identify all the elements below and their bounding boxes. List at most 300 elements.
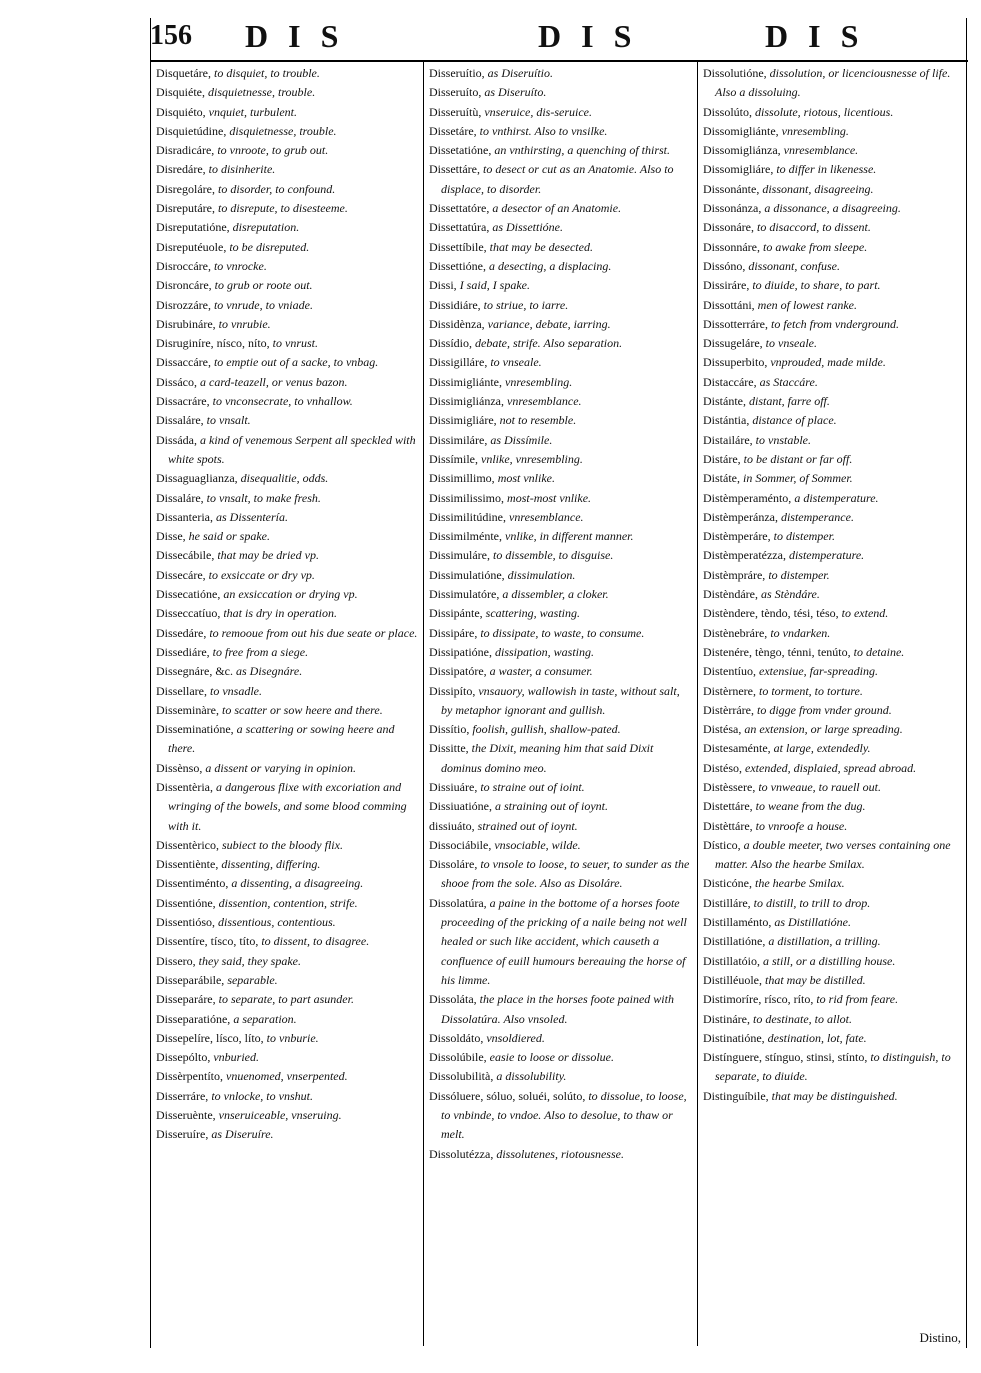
- dictionary-entry: [703, 759, 965, 778]
- dictionary-entry: [703, 1048, 965, 1087]
- definition: dissenting, differing.: [221, 857, 321, 872]
- headword: Dissentíre, tísco, títo,: [156, 934, 259, 949]
- dictionary-entry: [429, 1048, 691, 1067]
- definition: a desector of an Anatomie.: [492, 201, 622, 216]
- definition: distant, farre off.: [749, 394, 830, 409]
- definition: to dissent, to disagree.: [261, 934, 370, 949]
- headword: Disradicáre,: [156, 143, 215, 158]
- definition: to remooue from out his due seate or place.: [209, 625, 418, 640]
- dictionary-entry: [429, 103, 691, 122]
- headword: Dissimuláre,: [429, 548, 490, 563]
- headword: Disreputéuole,: [156, 239, 227, 254]
- dictionary-entry: [429, 238, 691, 257]
- definition: to vnsalt, to make fresh.: [206, 490, 321, 505]
- headword: Dissetatióne,: [429, 143, 492, 158]
- dictionary-entry: [156, 508, 418, 527]
- dictionary-entry: [156, 334, 418, 353]
- definition: distance of place.: [752, 413, 837, 428]
- definition: vnsoldiered.: [486, 1030, 545, 1045]
- headword: Dissoláre,: [429, 857, 478, 872]
- page-header: [150, 14, 968, 60]
- headword: Distèrráre,: [703, 702, 754, 717]
- dictionary-entry: [156, 952, 418, 971]
- headword: Dissi,: [429, 278, 457, 293]
- definition: dissolute, riotous, licentious.: [755, 104, 894, 119]
- definition: to digge from vnder ground.: [756, 702, 892, 717]
- definition: in Sommer, of Sommer.: [743, 471, 853, 486]
- dictionary-entry: [156, 1125, 418, 1144]
- definition: disreputation.: [232, 220, 300, 235]
- headword: Distáte,: [703, 471, 740, 486]
- headword: Distínguere, stínguo, stinsi, stínto,: [703, 1050, 868, 1065]
- headword: Dissottáni,: [703, 297, 755, 312]
- definition: to vnroofe a house.: [755, 818, 848, 833]
- dictionary-entry: [429, 682, 691, 721]
- definition: at large, extendedly.: [773, 741, 871, 756]
- dictionary-entry: [429, 276, 691, 295]
- headword: Dissolúbile,: [429, 1050, 487, 1065]
- headword: Distènebráre,: [703, 625, 768, 640]
- dictionary-entry: [703, 64, 965, 103]
- running-head-left: DIS: [245, 18, 359, 54]
- dictionary-entry: [703, 160, 965, 179]
- headword: Disquietúdine,: [156, 123, 227, 138]
- headword: Dissonáre,: [703, 220, 754, 235]
- dictionary-entry: [156, 662, 418, 681]
- headword: Distillaménto,: [703, 915, 772, 930]
- headword: Distánte,: [703, 394, 746, 409]
- headword: Dissugeláre,: [703, 336, 763, 351]
- dictionary-entry: [156, 682, 418, 701]
- headword: Disregoláre,: [156, 181, 215, 196]
- dictionary-entry: [703, 315, 965, 334]
- dictionary-entry: [429, 353, 691, 372]
- dictionary-entry: [703, 913, 965, 932]
- definition: to distinguish, to separate, to diuide.: [715, 1050, 951, 1084]
- headword: Dissipánte,: [429, 606, 483, 621]
- headword: Dissimigliáre,: [429, 413, 497, 428]
- definition: to differ in likenesse.: [776, 162, 877, 177]
- dictionary-entry: [156, 836, 418, 855]
- dictionary-entry: [156, 894, 418, 913]
- dictionary-entry: [703, 624, 965, 643]
- definition: vnburied.: [213, 1050, 259, 1065]
- definition: vnseruiceable, vnseruing.: [218, 1108, 342, 1123]
- definition: that may be distinguished.: [771, 1088, 898, 1103]
- definition: distemperance.: [780, 509, 854, 524]
- headword: Disrubináre,: [156, 316, 216, 331]
- dictionary-entry: [156, 720, 418, 759]
- dictionary-entry: [703, 546, 965, 565]
- definition: an vnthirsting, a quenching of thirst.: [494, 143, 670, 158]
- definition: they said, they spake.: [198, 953, 301, 968]
- headword: Dissecáre,: [156, 567, 206, 582]
- dictionary-entry: [156, 411, 418, 430]
- headword: Disrozzáre,: [156, 297, 211, 312]
- dictionary-entry: [703, 353, 965, 372]
- definition: to vnseale.: [765, 336, 817, 351]
- definition: as Disegnáre.: [235, 664, 303, 679]
- headword: Dissecatióne,: [156, 587, 221, 602]
- definition: that may be distilled.: [765, 972, 866, 987]
- headword: Disruginíre, nísco, níto,: [156, 336, 270, 351]
- definition: vnprouded, made milde.: [770, 355, 886, 370]
- dictionary-entry: [156, 855, 418, 874]
- headword: Distináre,: [703, 1011, 750, 1026]
- headword: Distettáre,: [703, 799, 753, 814]
- headword: Dissolutézza,: [429, 1146, 494, 1161]
- definition: to exsiccate or dry vp.: [208, 567, 315, 582]
- dictionary-entry: [156, 469, 418, 488]
- catchword: Distino,: [919, 1330, 961, 1345]
- headword: Dissaguaglianza,: [156, 471, 238, 486]
- definition: to vnrude, to vniade.: [213, 297, 313, 312]
- column-3: [703, 64, 965, 1106]
- definition: a dissonance, a disagreeing.: [764, 201, 901, 216]
- headword: Disquetáre,: [156, 66, 211, 80]
- headword: Dissimillimo,: [429, 471, 495, 486]
- dictionary-entry: [703, 334, 965, 353]
- headword: Distèmpráre,: [703, 567, 766, 582]
- definition: a dissent or varying in opinion.: [205, 760, 357, 775]
- dictionary-entry: [156, 489, 418, 508]
- headword: Disseparáre,: [156, 992, 216, 1007]
- headword: Dissacráre,: [156, 394, 210, 409]
- definition: dissention, contention, strife.: [218, 895, 358, 910]
- dictionary-entry: [156, 1087, 418, 1106]
- definition: to distill, to trill to drop.: [753, 895, 871, 910]
- definition: to disorder, to confound.: [217, 181, 336, 196]
- definition: an exsiccation or drying vp.: [223, 587, 358, 602]
- definition: to grub or roote out.: [214, 278, 313, 293]
- headword: Dissidiáre,: [429, 297, 481, 312]
- headword: Dissepólto,: [156, 1050, 211, 1065]
- headword: Disreputatióne,: [156, 220, 230, 235]
- headword: Disseruènte,: [156, 1108, 216, 1123]
- headword: Dissonnáre,: [703, 239, 760, 254]
- headword: Dissediáre,: [156, 644, 210, 659]
- dictionary-entry: [156, 160, 418, 179]
- definition: easie to loose or dissolue.: [489, 1050, 614, 1065]
- definition: to free from a siege.: [212, 644, 309, 659]
- definition: dissonant, confuse.: [748, 258, 841, 273]
- definition: vnsociable, wilde.: [494, 837, 581, 852]
- headword: Dissimigliánte,: [429, 374, 502, 389]
- dictionary-entry: [429, 122, 691, 141]
- headword: Distèmperatézza,: [703, 548, 786, 563]
- definition: disquietnesse, trouble.: [208, 85, 316, 100]
- definition: a separation.: [233, 1011, 297, 1026]
- header-rule: [150, 60, 968, 62]
- headword: Dissáda,: [156, 432, 197, 447]
- definition: extensiue, far-spreading.: [759, 664, 878, 679]
- dictionary-entry: [429, 546, 691, 565]
- dictionary-entry: [703, 720, 965, 739]
- dictionary-entry: [429, 1145, 691, 1164]
- dictionary-entry: [156, 431, 418, 470]
- dictionary-entry: [429, 296, 691, 315]
- dictionary-entry: [156, 103, 418, 122]
- dictionary-entry: [429, 508, 691, 527]
- dictionary-entry: [703, 469, 965, 488]
- headword: Distillatióne,: [703, 934, 766, 949]
- definition: a dissenting, a disagreeing.: [231, 876, 364, 891]
- definition: to dissipate, to waste, to consume.: [480, 625, 645, 640]
- headword: Dissetáre,: [429, 123, 477, 138]
- dictionary-entry: [703, 450, 965, 469]
- headword: Dissimulatóre,: [429, 587, 500, 602]
- definition: dissolution, or licenciousnesse of life. Also a dissoluing.: [715, 66, 951, 100]
- headword: Dissènso,: [156, 760, 203, 775]
- definition: to be distant or far off.: [743, 451, 853, 466]
- headword: Dissolubilità,: [429, 1069, 494, 1084]
- definition: vnsauory, wallowish in taste, without salt, by metaphor ignorant and gullish.: [441, 683, 680, 717]
- running-head-center: DIS: [538, 18, 652, 54]
- dictionary-entry: [156, 778, 418, 836]
- dictionary-entry: [703, 141, 965, 160]
- dictionary-entry: [703, 662, 965, 681]
- definition: to vnlocke, to vnshut.: [211, 1088, 313, 1103]
- dictionary-entry: [703, 1029, 965, 1048]
- headword: Dissáco,: [156, 374, 197, 389]
- dictionary-entry: [156, 392, 418, 411]
- dictionary-entry: [156, 913, 418, 932]
- headword: Disseparatióne,: [156, 1011, 231, 1026]
- dictionary-entry: [429, 720, 691, 739]
- definition: a waster, a consumer.: [489, 664, 593, 679]
- definition: to vnsadle.: [209, 683, 262, 698]
- definition: to detaine.: [853, 644, 905, 659]
- headword: Disseruíre,: [156, 1127, 209, 1142]
- headword: Dissellare,: [156, 683, 207, 698]
- headword: Dissimulatióne,: [429, 567, 505, 582]
- dictionary-entry: [156, 1048, 418, 1067]
- definition: to vnrocke.: [213, 258, 267, 273]
- definition: a dissembler, a cloker.: [502, 587, 609, 602]
- definition: to vnstable.: [755, 432, 811, 447]
- definition: subiect to the bloody flix.: [221, 837, 343, 852]
- headword: Dissimilménte,: [429, 529, 502, 544]
- definition: a kind of venemous Serpent all speckled with white spots.: [168, 432, 416, 466]
- definition: I said, I spake.: [459, 278, 531, 293]
- headword: Disseccatíuo,: [156, 606, 221, 621]
- dictionary-entry: [703, 585, 965, 604]
- headword: Dissettíbile,: [429, 239, 487, 254]
- dictionary-entry: [429, 411, 691, 430]
- dictionary-entry: [156, 932, 418, 951]
- dictionary-entry: [429, 489, 691, 508]
- definition: as Stèndáre.: [760, 587, 820, 602]
- headword: Dissentiènte,: [156, 857, 219, 872]
- definition: to fetch from vnderground.: [770, 316, 899, 331]
- headword: Disseruítù,: [429, 104, 482, 119]
- definition: a paine in the bottome of a horses foote proceeding of the pricking of a naile being not well healed or such like accident, which causeth a confluence of euill humours bereauing the horse of his limme.: [441, 895, 687, 987]
- definition: to vnsole to loose, to seuer, to sunder as the shooe from the sole. Also as Disoláre.: [441, 857, 690, 891]
- running-head-right: DIS: [765, 18, 879, 54]
- headword: Distesaménte,: [703, 741, 771, 756]
- page-number: 156: [150, 20, 192, 51]
- headword: Dissiráre,: [703, 278, 750, 293]
- headword: Dístico,: [703, 837, 741, 852]
- dictionary-entry: [156, 971, 418, 990]
- definition: as Diseruíto.: [484, 85, 547, 100]
- dictionary-entry: [156, 624, 418, 643]
- headword: Dissentèrico,: [156, 837, 219, 852]
- headword: Disquiéte,: [156, 85, 205, 100]
- dictionary-entry: [429, 643, 691, 662]
- definition: to weane from the dug.: [755, 799, 866, 814]
- definition: to vndarken.: [770, 625, 831, 640]
- headword: Disroncáre,: [156, 278, 212, 293]
- definition: as Dissettióne.: [492, 220, 563, 235]
- definition: to dissemble, to disguise.: [493, 548, 614, 563]
- headword: Distèmperánza,: [703, 509, 778, 524]
- headword: Distèmperaménto,: [703, 490, 792, 505]
- dictionary-entry: [156, 315, 418, 334]
- dictionary-entry: [156, 1029, 418, 1048]
- dictionary-entry: [703, 218, 965, 237]
- dictionary-entry: [703, 932, 965, 951]
- dictionary-entry: [703, 296, 965, 315]
- column-2: [429, 64, 691, 1164]
- dictionary-entry: [429, 1087, 691, 1145]
- dictionary-entry: [703, 739, 965, 758]
- definition: the Dixit, meaning him that said Dixit dominus domino meo.: [441, 741, 654, 775]
- definition: to vnweaue, to rauell out.: [758, 779, 881, 794]
- definition: the hearbe Smilax.: [755, 876, 845, 891]
- headword: Dissuperbito,: [703, 355, 768, 370]
- headword: Dissítio,: [429, 722, 470, 737]
- dictionary-entry: [156, 218, 418, 237]
- dictionary-entry: [429, 624, 691, 643]
- left-border: [150, 18, 151, 1348]
- headword: Distáre,: [703, 451, 741, 466]
- definition: vnresembling.: [781, 123, 849, 138]
- definition: to distemper.: [768, 567, 830, 582]
- definition: vnquiet, turbulent.: [208, 104, 297, 119]
- headword: Dissedáre,: [156, 625, 207, 640]
- headword: Disse,: [156, 529, 186, 544]
- headword: Distéso,: [703, 760, 742, 775]
- definition: an extension, or large spreading.: [744, 722, 903, 737]
- headword: Dissentióne,: [156, 895, 216, 910]
- definition: to diuide, to share, to part.: [752, 278, 881, 293]
- headword: Dissipatóre,: [429, 664, 487, 679]
- dictionary-entry: [703, 817, 965, 836]
- dictionary-entry: [429, 1067, 691, 1086]
- headword: Disseruítio,: [429, 66, 485, 80]
- headword: Distaccáre,: [703, 374, 757, 389]
- definition: as Dissímile.: [490, 432, 553, 447]
- dictionary-entry: [429, 585, 691, 604]
- dictionary-entry: [703, 527, 965, 546]
- definition: a double meeter, two verses containing one matter. Also the hearbe Smilax.: [715, 837, 951, 872]
- headword: Dissoláta,: [429, 992, 477, 1007]
- headword: Dissídio,: [429, 336, 473, 351]
- dictionary-entry: [703, 874, 965, 893]
- headword: Distèmperáre,: [703, 529, 771, 544]
- column-divider-1: [423, 62, 424, 1346]
- dictionary-entry: [156, 373, 418, 392]
- dictionary-entry: [156, 276, 418, 295]
- dictionary-entry: [429, 373, 691, 392]
- dictionary-entry: [703, 797, 965, 816]
- dictionary-entry: [156, 643, 418, 662]
- dictionary-entry: [703, 373, 965, 392]
- definition: variance, debate, iarring.: [487, 316, 611, 331]
- dictionary-entry: [156, 180, 418, 199]
- definition: a desecting, a displacing.: [489, 258, 612, 273]
- dictionary-entry: [429, 64, 691, 83]
- definition: to scatter or sow heere and there.: [221, 702, 383, 717]
- dictionary-entry: [156, 759, 418, 778]
- dictionary-entry: [429, 797, 691, 816]
- headword: Dissiuatióne,: [429, 799, 492, 814]
- definition: that may be desected.: [489, 239, 593, 254]
- definition: to disinherite.: [208, 162, 276, 177]
- definition: that may be dried vp.: [217, 548, 319, 563]
- definition: to disrepute, to disesteeme.: [217, 201, 348, 216]
- dictionary-entry: [703, 257, 965, 276]
- headword: Distimoríre, rísco, ríto,: [703, 992, 814, 1007]
- dictionary-entry: [703, 836, 965, 875]
- definition: to dissolue, to loose, to vnbinde, to vndoe. Also to desolue, to thaw or melt.: [441, 1088, 687, 1142]
- headword: Dissipáre,: [429, 625, 478, 640]
- definition: to emptie out of a sacke, to vnbag.: [213, 355, 379, 370]
- headword: Dissegnáre, &c.: [156, 664, 233, 679]
- headword: Dissaláre,: [156, 490, 204, 505]
- definition: vnlike, vnresembling.: [481, 451, 583, 466]
- headword: Dissóluere, sóluo, soluéi, solúto,: [429, 1088, 586, 1103]
- headword: Distinguíbile,: [703, 1088, 769, 1103]
- definition: a distillation, a trilling.: [768, 934, 881, 949]
- dictionary-entry: [429, 199, 691, 218]
- definition: a distemperature.: [794, 490, 879, 505]
- definition: to rid from feare.: [816, 992, 899, 1007]
- definition: he said or spake.: [188, 529, 270, 544]
- headword: Dissitte,: [429, 741, 469, 756]
- definition: vnlike, in different manner.: [505, 529, 634, 544]
- column-1: [156, 64, 418, 1145]
- definition: extended, displaied, spread abroad.: [745, 760, 917, 775]
- definition: to vnsalt.: [206, 413, 251, 428]
- definition: vnresembling.: [505, 374, 573, 389]
- definition: foolish, gullish, shallow-pated.: [472, 722, 621, 737]
- definition: to striue, to iarre.: [483, 297, 569, 312]
- dictionary-entry: [156, 64, 418, 83]
- definition: to vnthirst. Also to vnsilke.: [479, 123, 608, 138]
- headword: Disroccáre,: [156, 258, 211, 273]
- definition: as Staccáre.: [759, 374, 818, 389]
- definition: as Dissentería.: [215, 509, 288, 524]
- definition: vnresemblance.: [509, 509, 584, 524]
- headword: Dissimilissimo,: [429, 490, 505, 505]
- dictionary-entry: [156, 122, 418, 141]
- headword: Distenére, tèngo, ténni, tenúto,: [703, 644, 851, 659]
- headword: Disseminàre,: [156, 702, 219, 717]
- headword: Dissotterráre,: [703, 316, 768, 331]
- dictionary-entry: [703, 180, 965, 199]
- dictionary-entry: [156, 874, 418, 893]
- dictionary-entry: [429, 566, 691, 585]
- dictionary-entry: [429, 778, 691, 797]
- dictionary-entry: [156, 604, 418, 623]
- dictionary-entry: [703, 701, 965, 720]
- dictionary-entry: [429, 141, 691, 160]
- dictionary-entry: [156, 546, 418, 565]
- dictionary-entry: [429, 431, 691, 450]
- dictionary-entry: [429, 527, 691, 546]
